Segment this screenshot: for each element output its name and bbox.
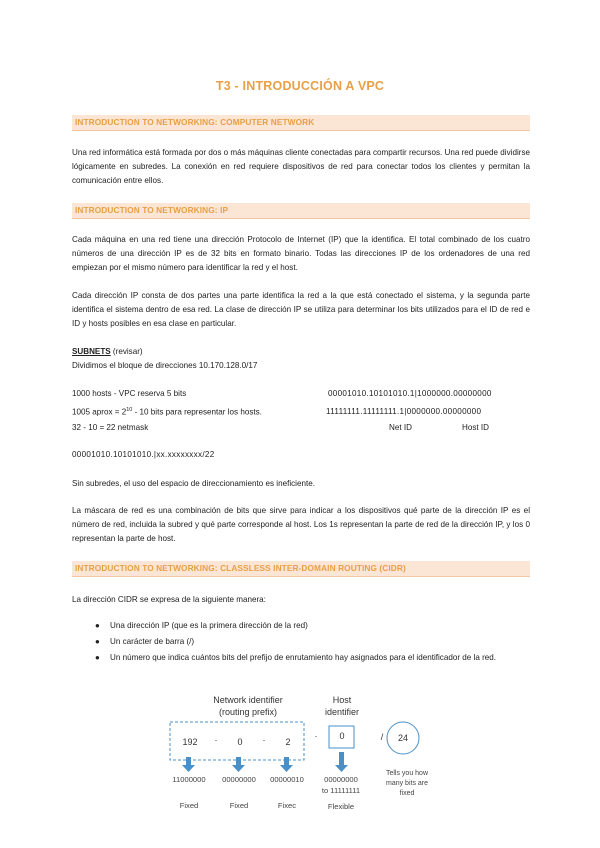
- arrow-down-icon: [335, 765, 348, 772]
- fixed-label-2: Fixed: [229, 801, 249, 810]
- bullet-item: Una dirección IP (que es la primera dirección de la red): [110, 621, 308, 630]
- subnets-row2-right: 11111111.11111111.1|0000000.00000000: [326, 407, 482, 416]
- octet-separator: ·: [314, 731, 318, 741]
- paragraph-netmask: La máscara de red es una combinación de bits que sirve para indicar a los dispositivos qué parte de la dirección IP es el número de red, incluida la subred y qué parte corresponde al host. Los 1s representan la parte de red de la dirección IP, y los 0 representan la parte de host.: [72, 506, 530, 543]
- arrow-down-icon: [280, 765, 293, 772]
- paragraph-computer-network: Una red informática está formada por dos o más máquinas cliente conectadas para compartir recursos. Una red puede dividirse lógicamente en subredes. La conexión en red requiere dispositivos de red para conectar todos los clientes y permitan la comunicación entre ellos.: [72, 148, 530, 185]
- row2-text-b: - 10 bits para representar los hosts.: [132, 407, 262, 417]
- routing-prefix-label: (routing prefix): [218, 707, 278, 717]
- tells-line-1: Tells you how: [385, 770, 429, 777]
- octet-2: 0: [237, 737, 243, 747]
- arrow-down-icon: [182, 765, 195, 772]
- net-id-label: Net ID: [389, 423, 412, 432]
- slash: /: [380, 732, 384, 742]
- binary-octet-2: 00000000: [222, 775, 256, 784]
- bullet-item: Un número que indica cuántos bits del prefijo de enrutamiento hay asignados para el identificador de la red.: [110, 653, 497, 662]
- arrow-down-icon: [339, 752, 344, 766]
- binary-octet-3: 00000010: [270, 775, 304, 784]
- paragraph-ip-address: Cada máquina en una red tiene una dirección Protocolo de Internet (IP) que la identifica. El total combinado de los cuatro números de una dirección IP es de 32 bits en formato binario. Todas las direcciones IP de los ordenadores de una red empiezan por el mismo número para identificar la red y el host.: [72, 235, 530, 272]
- subnets-heading-note: (revisar): [110, 347, 143, 356]
- subnets-row1-right: 00001010.10101010.1|1000000.00000000: [328, 389, 492, 398]
- tells-line-2: many bits are: [385, 780, 429, 787]
- arrow-down-icon: [236, 757, 241, 766]
- octet-4: 0: [339, 731, 345, 741]
- bullet-dot-icon: ●: [95, 653, 100, 662]
- section-header-text: INTRODUCTION TO NETWORKING: CLASSLESS INTER-DOMAIN ROUTING (CIDR): [75, 563, 406, 573]
- row2-exponent: 10: [126, 407, 133, 413]
- subnets-row1-left: 1000 hosts - VPC reserva 5 bits: [72, 389, 187, 398]
- binary-octet-1: 11000000: [172, 775, 206, 784]
- down-arrows: [182, 752, 348, 772]
- paragraph-no-subnets: Sin subredes, el uso del espacio de direccionamiento es ineficiente.: [72, 479, 315, 488]
- arrow-down-icon: [186, 757, 191, 766]
- tells-line-3: fixed: [399, 790, 415, 797]
- paragraph-ip-parts: Cada dirección IP consta de dos partes una parte identifica la red a la que está conectado el sistema, y la segunda parte identifica el sistema dentro de esa red. La clase de dirección IP se utiliza para determinar los bits utilizados para el ID de red e ID y hosts posibles en esa clase en particular.: [72, 291, 530, 328]
- bullet-dot-icon: ●: [95, 621, 100, 630]
- host-identifier-label: identifier: [324, 707, 360, 717]
- network-identifier-label: Network identifier: [213, 695, 283, 705]
- section-header-text: INTRODUCTION TO NETWORKING: COMPUTER NETWORK: [75, 117, 315, 127]
- bullet-dot-icon: ●: [95, 637, 100, 646]
- fixed-label-1: Fixed: [179, 801, 199, 810]
- prefix-length: 24: [397, 733, 408, 743]
- binary-line: 00001010.10101010.|xx.xxxxxxxx/22: [72, 450, 215, 459]
- host-label: Host: [332, 695, 352, 705]
- fixed-label-3: Fixec: [277, 801, 297, 810]
- row2-text-a: 1005 aprox = 2: [72, 407, 127, 417]
- bullet-item: Un carácter de barra (/): [110, 637, 195, 646]
- octet-3: 2: [285, 737, 291, 747]
- subnets-row3-left: 32 - 10 = 22 netmask: [72, 423, 149, 432]
- paragraph-cidr-intro: La dirección CIDR se expresa de la siguiente manera:: [72, 595, 266, 604]
- binary-octet-4: 00000000: [324, 775, 358, 784]
- page-title: T3 - INTRODUCCIÓN A VPC: [215, 79, 385, 93]
- flexible-label: Flexible: [327, 802, 355, 811]
- octet-1: 192: [182, 737, 198, 747]
- subnets-heading: SUBNETS: [72, 347, 111, 356]
- arrow-down-icon: [284, 757, 289, 766]
- host-id-label: Host ID: [462, 423, 489, 432]
- arrow-down-icon: [232, 765, 245, 772]
- subnets-divide: Dividimos el bloque de direcciones 10.170.128.0/17: [72, 361, 258, 370]
- host-range-to: to 11111111: [321, 786, 361, 795]
- section-header-text: INTRODUCTION TO NETWORKING: IP: [75, 205, 229, 215]
- octet-separator: ·: [262, 735, 266, 745]
- octet-separator: ·: [214, 735, 218, 745]
